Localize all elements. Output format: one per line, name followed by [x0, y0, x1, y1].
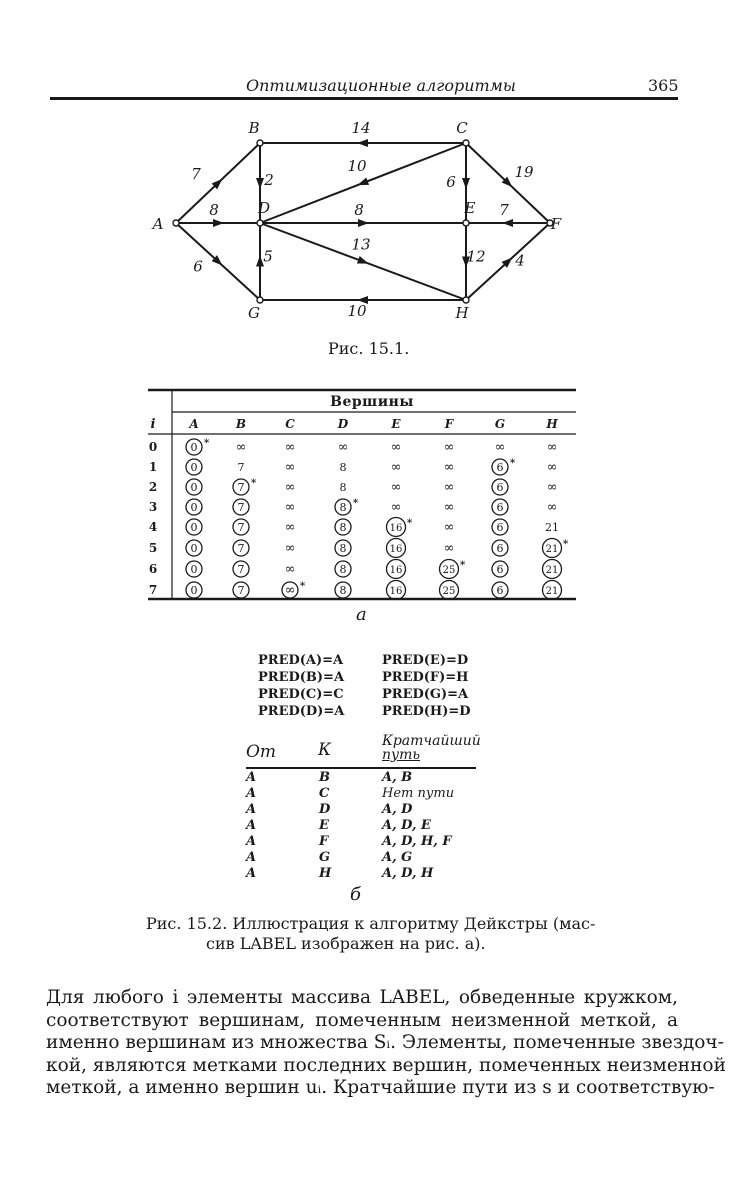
paths-row [246, 786, 486, 802]
path-value: A, G [382, 850, 413, 865]
edge-weight: 12 [466, 247, 486, 266]
star-mark: * [563, 539, 569, 550]
edge-weight: 4 [515, 251, 525, 270]
label-value: ∞ [546, 500, 558, 515]
node-label: B [248, 119, 260, 137]
table-column-header: G [494, 417, 506, 431]
pred-left-column [258, 652, 344, 720]
label-value: ∞ [284, 562, 296, 577]
label-value: 8 [339, 562, 347, 576]
label-value: 8 [339, 520, 347, 534]
label-value: 6 [496, 460, 504, 474]
path-from: A [246, 770, 257, 785]
label-value: ∞ [443, 500, 455, 515]
path-from: A [246, 850, 257, 865]
table-column-header: H [546, 417, 558, 431]
path-value: A, D, E [382, 818, 431, 833]
label-value: ∞ [546, 460, 558, 475]
node-label: F [550, 215, 562, 233]
label-value: ∞ [443, 520, 455, 535]
path-value: A, D, H [382, 866, 434, 881]
label-value: 8 [339, 541, 347, 555]
paths-row [246, 834, 486, 850]
edge-weight: 7 [499, 201, 509, 219]
paths-row [246, 770, 486, 786]
running-header-title: Оптимизационные алгоритмы [246, 76, 516, 95]
body-line: кой, являются метками последних вершин, помеченных неизменной [46, 1054, 726, 1076]
body-line: именно вершинам из множества Sᵢ. Элементы, помеченные звездоч- [46, 1032, 724, 1053]
label-value: ∞ [284, 440, 296, 455]
label-value: 25 [442, 564, 456, 576]
node-label: C [456, 119, 468, 137]
label-value: 25 [442, 585, 456, 597]
paths-row [246, 850, 486, 866]
label-value: ∞ [337, 440, 349, 455]
label-value: ∞ [443, 440, 455, 455]
table-iter-value: 5 [148, 541, 158, 555]
label-value: 16 [389, 543, 403, 555]
path-to: F [319, 834, 329, 849]
label-value: 0 [190, 562, 198, 576]
edge-weight: 7 [191, 165, 201, 183]
label-value: 6 [496, 500, 504, 514]
edge-weight: 8 [354, 201, 364, 219]
path-to: E [319, 818, 329, 833]
edge-weight: 10 [347, 157, 367, 175]
label-value: 7 [237, 480, 245, 494]
paths-header-path [382, 734, 481, 762]
table-iter-value: 7 [148, 583, 158, 597]
path-from: A [246, 802, 257, 817]
label-value: 21 [545, 564, 559, 576]
paths-rule [246, 767, 476, 769]
path-value: A, D, H, F [382, 834, 452, 849]
table-column-header: B [235, 417, 247, 431]
paths-header-path-line1: Кратчайший [382, 733, 481, 749]
star-mark: * [510, 458, 516, 469]
star-mark: * [204, 438, 210, 449]
path-from: A [246, 866, 257, 881]
label-value: 0 [190, 480, 198, 494]
table-column-header: D [337, 417, 349, 431]
edge-weight: 6 [193, 257, 203, 276]
node-label: G [248, 304, 260, 322]
path-value: A, B [382, 770, 413, 785]
table-iter-value: 2 [148, 480, 158, 494]
body-line: Для любого i элементы массива LABEL, обведенные кружком, [46, 987, 678, 1008]
label-value: 7 [237, 500, 245, 514]
label-value: ∞ [390, 440, 402, 455]
label-value: ∞ [546, 480, 558, 495]
label-value: 8 [339, 480, 347, 494]
label-value: 6 [496, 541, 504, 555]
table-group-header: Вершины [330, 394, 414, 410]
label-value: 6 [496, 520, 504, 534]
label-value: 7 [237, 460, 245, 474]
label-value: 8 [339, 583, 347, 597]
label-value: ∞ [390, 500, 402, 515]
paths-row [246, 818, 486, 834]
pred-entry: PRED(H)=D [382, 704, 471, 719]
pred-entry: PRED(D)=A [258, 704, 345, 719]
label-value: ∞ [494, 440, 506, 455]
node-label: H [455, 304, 469, 322]
figure2-caption-line: сив LABEL изображен на рис. а). [206, 934, 486, 953]
label-value: 0 [190, 520, 198, 534]
edge-weight: 14 [351, 119, 371, 137]
star-mark: * [300, 581, 306, 592]
label-value: 8 [339, 460, 347, 474]
body-line: меткой, а именно вершин uᵢ. Кратчайшие пути из s и соответствую- [46, 1077, 715, 1098]
label-value: 7 [237, 520, 245, 534]
star-mark: * [407, 518, 413, 529]
label-value: ∞ [390, 460, 402, 475]
label-value: 6 [496, 480, 504, 494]
label-value: ∞ [284, 480, 296, 495]
table-iter-value: 6 [148, 562, 158, 576]
label-value: 21 [545, 585, 559, 597]
label-value: ∞ [284, 460, 296, 475]
node-label: D [257, 199, 271, 217]
path-from: A [246, 834, 257, 849]
paths-header-to: К [318, 740, 332, 760]
label-value: 0 [190, 500, 198, 514]
pred-entry: PRED(C)=C [258, 687, 344, 702]
paths-header-path-line2: путь [382, 747, 421, 763]
table-column-header: E [391, 417, 401, 431]
edge-weight: 2 [264, 171, 274, 189]
label-value: 0 [190, 583, 198, 597]
pred-entry: PRED(E)=D [382, 653, 469, 668]
path-from: A [246, 786, 257, 801]
table-iter-value: 1 [148, 460, 158, 474]
star-mark: * [353, 498, 359, 509]
label-value: 21 [545, 520, 559, 534]
label-value: 0 [190, 440, 198, 454]
body-line: соответствуют вершинам, помеченным неизменной меткой, а [46, 1009, 678, 1031]
label-value: ∞ [443, 480, 455, 495]
label-value: ∞ [284, 541, 296, 556]
pred-entry: PRED(A)=A [258, 653, 344, 668]
label-value: ∞ [284, 520, 296, 535]
label-value: 7 [237, 562, 245, 576]
path-to: B [319, 770, 330, 785]
path-from: A [246, 818, 257, 833]
paths-row [246, 802, 486, 818]
sublabel-b: б [350, 884, 361, 905]
table-iter-value: 3 [148, 500, 158, 514]
body-paragraph [46, 987, 726, 1100]
pred-right-column [382, 652, 471, 720]
page-number: 365 [648, 76, 679, 95]
star-mark: * [460, 560, 466, 571]
edge-weight: 13 [351, 235, 371, 254]
label-value: ∞ [546, 440, 558, 455]
label-value: ∞ [284, 583, 296, 598]
label-value: ∞ [443, 460, 455, 475]
table-iter-header: i [150, 417, 156, 432]
label-value: ∞ [284, 500, 296, 515]
label-value: 8 [339, 500, 347, 514]
path-to: G [319, 850, 331, 865]
label-value: 0 [190, 541, 198, 555]
table-column-header: A [189, 417, 199, 431]
label-value: 16 [389, 585, 403, 597]
node-label: A [152, 215, 164, 233]
node-label: E [464, 199, 476, 217]
edge-weight: 5 [263, 247, 273, 266]
label-value: 7 [237, 541, 245, 555]
edge-weight: 10 [347, 302, 367, 320]
paths-row [246, 866, 486, 882]
label-value: ∞ [390, 480, 402, 495]
label-value: ∞ [443, 541, 455, 556]
path-value: A, D [382, 802, 413, 817]
label-value: 0 [190, 460, 198, 474]
pred-entry: PRED(G)=A [382, 687, 469, 702]
label-value: 6 [496, 562, 504, 576]
table-column-header: C [285, 417, 295, 431]
label-value: 7 [237, 583, 245, 597]
label-value: 16 [389, 564, 403, 576]
label-value: 21 [545, 543, 559, 555]
label-value: 6 [496, 583, 504, 597]
label-value: 16 [389, 522, 403, 534]
figure1-caption: Рис. 15.1. [328, 339, 410, 358]
sublabel-a: a [356, 604, 367, 625]
pred-entry: PRED(B)=A [258, 670, 345, 685]
figure2-caption-line: Рис. 15.2. Иллюстрация к алгоритму Дейкстры (мас- [146, 914, 596, 933]
path-to: D [319, 802, 331, 817]
table-iter-value: 4 [148, 520, 158, 534]
pred-entry: PRED(F)=H [382, 670, 469, 685]
path-to: C [319, 786, 330, 801]
figure2-caption [146, 914, 596, 954]
edge-weight: 8 [209, 201, 219, 219]
edge-weight: 6 [446, 173, 456, 191]
edge-weight: 19 [514, 163, 534, 181]
label-value: ∞ [235, 440, 247, 455]
paths-header-from: От [246, 742, 277, 762]
path-value: Нет пути [382, 786, 455, 801]
star-mark: * [251, 478, 257, 489]
table-column-header: F [444, 417, 454, 431]
table-iter-value: 0 [148, 440, 158, 454]
path-to: H [319, 866, 332, 881]
